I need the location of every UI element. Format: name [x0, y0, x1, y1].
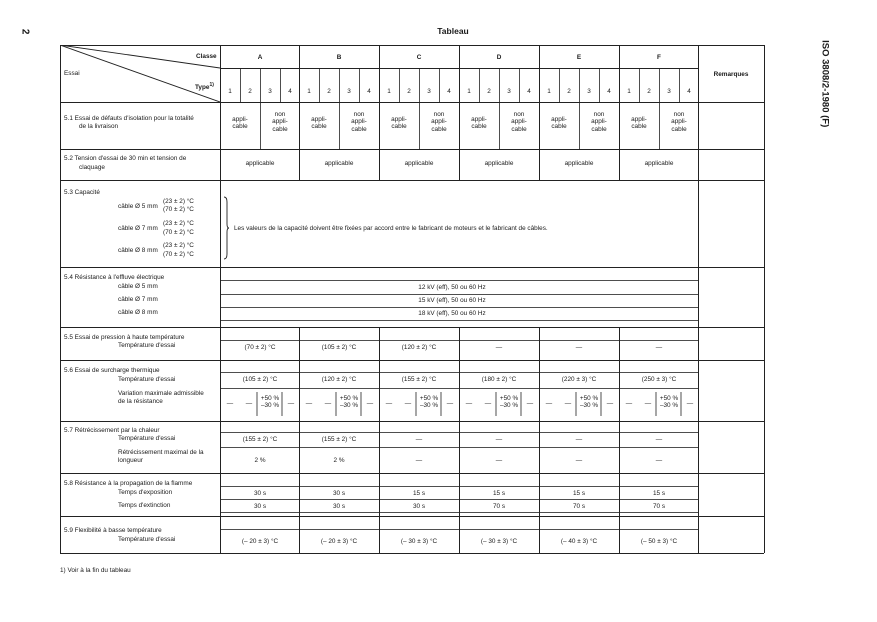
non-applicable-line: non — [513, 111, 525, 118]
applicable-line: appli- — [232, 116, 248, 123]
variation-dash: — — [287, 400, 295, 407]
flex-temp: (– 50 ± 3) °C — [640, 538, 678, 545]
section-5-9-title: 5.9 Flexibilité à basse température — [64, 527, 162, 534]
section-5-2-title: 5.2 Tension d'essai de 30 min et tension de — [64, 155, 187, 162]
type-number: 2 — [647, 88, 651, 95]
variation-minus: –30 % — [419, 402, 439, 410]
variation-dash: — — [465, 400, 473, 407]
section-5-8-sub2: Temps d'extinction — [118, 502, 171, 509]
capacity-temp: (23 ± 2) °C — [163, 198, 194, 205]
variation-plus: +50 % — [419, 395, 439, 402]
flame-extinction: 30 s — [253, 503, 267, 510]
pressure-temp: (70 ± 2) °C — [244, 344, 276, 351]
variation-plus: +50 % — [659, 395, 679, 402]
type-number: 1 — [467, 88, 471, 95]
variation-dash: — — [644, 400, 652, 407]
cell-5-2: applicable — [564, 160, 594, 167]
type-number: 4 — [607, 88, 611, 95]
applicable-line: cable — [391, 123, 407, 131]
non-applicable-line: cable — [511, 125, 527, 133]
type-number: 2 — [327, 88, 331, 95]
section-5-2-title-cont: claquage — [79, 164, 105, 171]
class-label: E — [576, 54, 582, 61]
variation-dash: — — [526, 400, 534, 407]
shrink-value: — — [655, 457, 663, 464]
pressure-temp: — — [655, 344, 663, 351]
overload-temp: (120 ± 2) °C — [321, 376, 357, 383]
section-5-8-sub1: Temps d'exposition — [118, 489, 173, 496]
header-essai: Essai — [64, 70, 80, 77]
pressure-temp: (120 ± 2) °C — [401, 344, 437, 351]
class-label: B — [336, 54, 342, 61]
header-classe: Classe — [196, 53, 217, 60]
non-applicable-line: appli- — [351, 118, 367, 126]
capacity-temp: (70 ± 2) °C — [163, 206, 194, 213]
variation-plus: +50 % — [260, 395, 280, 402]
shrink-value: 2 % — [254, 457, 266, 464]
section-5-6-sub2: Variation maximale admissible — [118, 390, 204, 397]
capacity-cable: câble Ø 8 mm — [118, 247, 158, 254]
applicable-line: appli- — [551, 116, 567, 123]
variation-range — [660, 395, 678, 410]
type-number: 4 — [288, 88, 292, 95]
type-number: 3 — [587, 88, 591, 95]
section-5-5-sub: Température d'essai — [118, 342, 176, 349]
applicable-line: cable — [311, 123, 327, 131]
variation-dash: — — [686, 400, 694, 407]
flex-temp: (– 20 ± 3) °C — [320, 538, 358, 545]
non-applicable-line: cable — [431, 125, 447, 133]
cell-non-applicable — [671, 111, 687, 133]
class-label: F — [657, 54, 661, 61]
variation-minus: –30 % — [499, 402, 519, 410]
header-type-label: Type — [195, 84, 210, 92]
variation-dash: — — [366, 400, 374, 407]
variation-dash: — — [404, 400, 412, 407]
variation-range — [261, 395, 279, 410]
flex-temp: (– 30 ± 3) °C — [480, 538, 518, 545]
overload-temp: (250 ± 3) °C — [641, 376, 677, 383]
section-5-8-title: 5.8 Résistance à la propagation de la flamme — [64, 480, 193, 487]
flame-exposure: 30 s — [332, 490, 346, 497]
header-remarques: Remarques — [713, 71, 749, 78]
section-5-6-title: 5.6 Essai de surcharge thermique — [64, 367, 160, 374]
page-title: Tableau — [437, 26, 469, 36]
overload-temp: (180 ± 2) °C — [481, 376, 517, 383]
header-type — [195, 82, 214, 92]
non-applicable-line: appli- — [272, 118, 288, 126]
variation-minus: –30 % — [579, 402, 599, 410]
flame-exposure: 15 s — [652, 490, 666, 497]
page-number: 2 — [19, 28, 31, 35]
flame-extinction: 70 s — [652, 503, 666, 510]
applicable-line: cable — [232, 123, 248, 131]
flame-extinction: 70 s — [492, 503, 506, 510]
flame-extinction: 30 s — [412, 503, 426, 510]
type-number: 4 — [367, 88, 371, 95]
shrink-temp: — — [655, 436, 663, 443]
shrink-value: — — [575, 457, 583, 464]
section-5-3-title: 5.3 Capacité — [64, 189, 100, 196]
type-number: 1 — [307, 88, 311, 95]
cell-applicable — [471, 116, 487, 131]
section-5-1-title: 5.1 Essai de défauts d'isolation pour la totalité — [64, 115, 194, 122]
shrink-temp: — — [575, 436, 583, 443]
type-number: 1 — [228, 88, 232, 95]
type-number: 3 — [268, 88, 272, 95]
section-5-6-sub2b: de la résistance — [118, 398, 163, 405]
effluve-label: câble Ø 5 mm — [118, 283, 158, 290]
pressure-temp: — — [575, 344, 583, 351]
non-applicable-line: non — [353, 111, 365, 118]
section-5-4-title: 5.4 Résistance à l'effluve électrique — [64, 274, 165, 281]
applicable-line: appli- — [311, 116, 327, 123]
cell-non-applicable — [591, 111, 607, 133]
section-5-7-sub2: Rétrécissement maximal de la — [118, 449, 204, 456]
flame-extinction: 70 s — [572, 503, 586, 510]
variation-range — [580, 395, 598, 410]
flame-exposure: 15 s — [492, 490, 506, 497]
capacity-temp: (23 ± 2) °C — [163, 242, 194, 249]
section-5-6-sub1: Température d'essai — [118, 376, 176, 383]
type-number: 1 — [547, 88, 551, 95]
cell-non-applicable — [272, 111, 288, 133]
variation-dash: — — [446, 400, 454, 407]
variation-plus: +50 % — [339, 395, 359, 402]
shrink-temp: (155 ± 2) °C — [242, 436, 278, 443]
applicable-line: appli- — [631, 116, 647, 123]
variation-minus: –30 % — [260, 402, 280, 410]
flame-exposure: 15 s — [572, 490, 586, 497]
cell-5-2: applicable — [644, 160, 674, 167]
shrink-value: — — [495, 457, 503, 464]
non-applicable-line: non — [274, 111, 286, 118]
variation-range — [500, 395, 518, 410]
cell-5-2: applicable — [324, 160, 354, 167]
non-applicable-line: appli- — [671, 118, 687, 126]
effluve-value: 12 kV (eff), 50 ou 60 Hz — [418, 284, 486, 291]
type-number: 2 — [487, 88, 491, 95]
capacity-cable: câble Ø 5 mm — [118, 203, 158, 210]
non-applicable-line: non — [673, 111, 685, 118]
overload-temp: (155 ± 2) °C — [401, 376, 437, 383]
type-number: 2 — [407, 88, 411, 95]
type-number: 4 — [447, 88, 451, 95]
capacity-cable: câble Ø 7 mm — [118, 225, 158, 232]
variation-dash: — — [226, 400, 234, 407]
effluve-value: 15 kV (eff), 50 ou 60 Hz — [418, 297, 486, 304]
type-number: 2 — [248, 88, 252, 95]
non-applicable-line: non — [433, 111, 445, 118]
class-label: C — [416, 54, 422, 61]
variation-range — [420, 395, 438, 410]
effluve-label: câble Ø 7 mm — [118, 296, 158, 303]
capacity-note: Les valeurs de la capacité doivent être fixées par accord entre le fabricant de moteurs et le fabricant de câbles. — [234, 225, 548, 232]
variation-dash: — — [564, 400, 572, 407]
cell-5-2: applicable — [484, 160, 514, 167]
variation-dash: — — [545, 400, 553, 407]
flame-exposure: 15 s — [412, 490, 426, 497]
capacity-temp: (70 ± 2) °C — [163, 251, 194, 258]
variation-minus: –30 % — [339, 402, 359, 410]
variation-dash: — — [625, 400, 633, 407]
class-label: A — [257, 54, 263, 61]
variation-dash: — — [324, 400, 332, 407]
variation-dash: — — [484, 400, 492, 407]
class-label: D — [496, 54, 502, 61]
type-number: 3 — [667, 88, 671, 95]
type-number: 1 — [627, 88, 631, 95]
cell-non-applicable — [431, 111, 447, 133]
shrink-temp: (155 ± 2) °C — [321, 436, 357, 443]
variation-dash: — — [385, 400, 393, 407]
section-5-7-sub1: Température d'essai — [118, 435, 176, 442]
non-applicable-line: non — [593, 111, 605, 118]
variation-range — [340, 395, 358, 410]
type-number: 3 — [427, 88, 431, 95]
variation-plus: +50 % — [579, 395, 599, 402]
shrink-temp: — — [415, 436, 423, 443]
pressure-temp: — — [495, 344, 503, 351]
flex-temp: (– 30 ± 3) °C — [400, 538, 438, 545]
flame-extinction: 30 s — [332, 503, 346, 510]
non-applicable-line: cable — [591, 125, 607, 133]
section-5-1-title-cont: de la livraison — [79, 123, 119, 130]
non-applicable-line: appli- — [431, 118, 447, 126]
variation-dash: — — [606, 400, 614, 407]
section-5-7-title: 5.7 Rétrécissement par la chaleur — [64, 427, 160, 434]
capacity-temp: (23 ± 2) °C — [163, 220, 194, 227]
cell-5-2: applicable — [245, 160, 275, 167]
cell-5-2: applicable — [404, 160, 434, 167]
variation-dash: — — [305, 400, 313, 407]
cell-applicable — [311, 116, 327, 131]
applicable-line: appli- — [471, 116, 487, 123]
variation-minus: –30 % — [659, 402, 679, 410]
type-number: 3 — [507, 88, 511, 95]
variation-dash: — — [245, 400, 253, 407]
type-number: 3 — [347, 88, 351, 95]
non-applicable-line: appli- — [591, 118, 607, 126]
type-number: 4 — [687, 88, 691, 95]
non-applicable-line: appli- — [511, 118, 527, 126]
effluve-label: câble Ø 8 mm — [118, 309, 158, 316]
shrink-value: 2 % — [333, 457, 345, 464]
pressure-temp: (105 ± 2) °C — [321, 344, 357, 351]
cell-applicable — [391, 116, 407, 131]
variation-plus: +50 % — [499, 395, 519, 402]
flex-temp: (– 40 ± 3) °C — [560, 538, 598, 545]
flex-temp: (– 20 ± 3) °C — [241, 538, 279, 545]
section-5-9-sub: Température d'essai — [118, 536, 176, 543]
applicable-line: cable — [631, 123, 647, 131]
cell-non-applicable — [351, 111, 367, 133]
type-number: 2 — [567, 88, 571, 95]
applicable-line: appli- — [391, 116, 407, 123]
type-number: 4 — [527, 88, 531, 95]
side-reference: ISO 3808/2-1980 (F) — [819, 40, 831, 128]
non-applicable-line: cable — [671, 125, 687, 133]
section-5-5-title: 5.5 Essai de pression à haute température — [64, 334, 185, 341]
cell-applicable — [232, 116, 248, 131]
non-applicable-line: cable — [272, 125, 288, 133]
shrink-value: — — [415, 457, 423, 464]
cell-non-applicable — [511, 111, 527, 133]
overload-temp: (220 ± 3) °C — [561, 376, 597, 383]
cell-applicable — [551, 116, 567, 131]
capacity-bracket — [222, 196, 230, 260]
header-type-sup: 1) — [209, 82, 214, 88]
applicable-line: cable — [471, 123, 487, 131]
shrink-temp: — — [495, 436, 503, 443]
cell-applicable — [631, 116, 647, 131]
footnote: 1) Voir à la fin du tableau — [60, 567, 131, 574]
effluve-value: 18 kV (eff), 50 ou 60 Hz — [418, 310, 486, 317]
non-applicable-line: cable — [351, 125, 367, 133]
flame-exposure: 30 s — [253, 490, 267, 497]
type-number: 1 — [387, 88, 391, 95]
overload-temp: (105 ± 2) °C — [242, 376, 278, 383]
applicable-line: cable — [551, 123, 567, 131]
capacity-temp: (70 ± 2) °C — [163, 229, 194, 236]
section-5-7-sub2b: longueur — [118, 457, 143, 464]
